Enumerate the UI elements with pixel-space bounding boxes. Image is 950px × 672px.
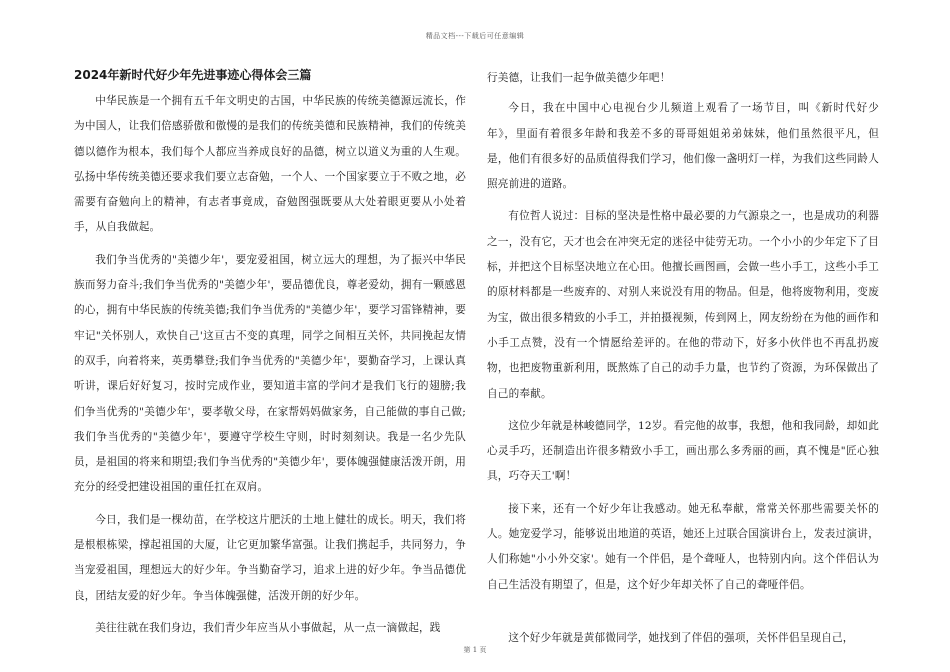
paragraph: 美往往就在我们身边，我们青少年应当从小事做起，从一点一滴做起，践: [95, 621, 441, 634]
paragraph: 今日，我在中国中心电视台少儿频道上观看了一场节目，叫《新时代好少年》，里面有着很多年龄和我差不多的哥哥姐姐弟弟妹妹，他们虽然很平凡，但是，他们有很多好的品质值得我们学习，他们像一盏明灯一样，为我们这些同龄人照亮前进的道路。: [487, 102, 879, 191]
document-title: 2024年新时代好少年先进事迹心得体会三篇: [74, 68, 312, 82]
page-number: 第 1 页: [463, 646, 487, 654]
paragraph: 中华民族是一个拥有五千年文明史的古国，中华民族的传统美德源远流长，作为中国人，让我们倍感骄傲和傲慢的是我们的传统美德和民族精神，我们的传统美德以德作为根本，我们每个人都应当养成良好的品德，树立以道义为重的人生观。弘扬中华传统美德还要求我们要立志奋勉，一个人、一个国家要立于不败之地，必需要有奋勉向上的精神，有志者事竟成，奋勉图强既要从大处着眼更要从小处着手，从自我做起。: [74, 95, 466, 234]
paragraph: 接下来，还有一个好少年让我感动。她无私奉献，常常关怀那些需要关怀的人。她宠爱学习，能够说出地道的英语，她还上过联合国演讲台上，发表过演讲，人们称她"小小外交家'。她有一个伴侣，是个聋哑人，也特别内向。这个伴侣认为自己生活没有期望了，但是，这个好少年却关怀了自己的聋哑伴侣。: [487, 502, 879, 591]
paragraph: 我们争当优秀的"美德少年'，要宠爱祖国，树立远大的理想，为了振兴中华民族而努力奋斗;我们争当优秀的"美德少年'，要品德优良，尊老爱幼，拥有一颗感恩的心，拥有中华民族的传统美德;我们争当优秀的"美德少年'，要学习雷锋精神，要牢记"关怀别人，欢快自己'这亘古不变的真理，同学之间相互关怀，共同挽起友情的双手，向着将来，英勇攀登;我们争当优秀的"美德少年'，要勤奋学习，上课认真听讲，课后好好复习，按时完成作业，要知道丰富的学问才是我们飞行的翅膀;我们争当优秀的"美德少年'，要孝敬父母，在家帮妈妈做家务，自己能做的事自己做;我们争当优秀的"美德少年'，要遵守学校生守则，时时刻刻诀。我是一名少先队员，是祖国的将来和期望;我们争当优秀的"美德少年'，要体魄强健康活泼开朗，用充分的经受把建设祖国的重任扛在双肩。: [74, 253, 466, 494]
paragraph: 这位少年就是林峻德同学，12岁。看完他的故事，我想，他和我同龄，却如此心灵手巧，还制造出许很多精致小手工，画出那么多秀丽的画，真不愧是"匠心独具，巧夺天工'啊！: [487, 419, 879, 483]
page-header: 精品文档---下载后可任意编辑: [425, 32, 525, 40]
paragraph: 今日，我们是一棵幼苗，在学校这片肥沃的土地上健壮的成长。明天，我们将是根根栋梁，撑起祖国的大厦，让它更加繁华富强。让我们携起手，共同努力，争当宠爱祖国，理想远大的好少年。争当勤奋学习，追求上进的好少年。争当品德优良，团结友爱的好少年。争当体魄强健，活泼开朗的好少年。: [74, 513, 466, 602]
paragraph: 这个好少年就是黄郁微同学，她找到了伴侣的强项，关怀伴侣呈现自己，: [508, 631, 854, 644]
paragraph-continuation: 行美德，让我们一起争做美德少年吧！: [487, 72, 671, 84]
left-column: [74, 66, 466, 648]
paragraph: 有位哲人说过：目标的坚决是性格中最必要的力气源泉之一，也是成功的利器之一，没有它，天才也会在冲突无定的迷径中徒劳无功。一个小小的少年定下了目标，并把这个目标坚决地立在心田。他擅长画图画，会做一些小手工，这些小手工的原材料都是一些废弃的、对别人来说没有用的物品。但是，他将废物利用，变废为宝，做出很多精致的小手工，并拍摄视频，传到网上，网友纷纷在为他的画作和小手工点赞，没有一个情愿给差评的。在他的带动下，好多小伙伴也不再乱扔废物，也把废物重新利用，既熬炼了自己的动手力量，也节约了资源，为环保做出了自己的奉献。: [487, 210, 879, 400]
right-column: [487, 66, 879, 658]
